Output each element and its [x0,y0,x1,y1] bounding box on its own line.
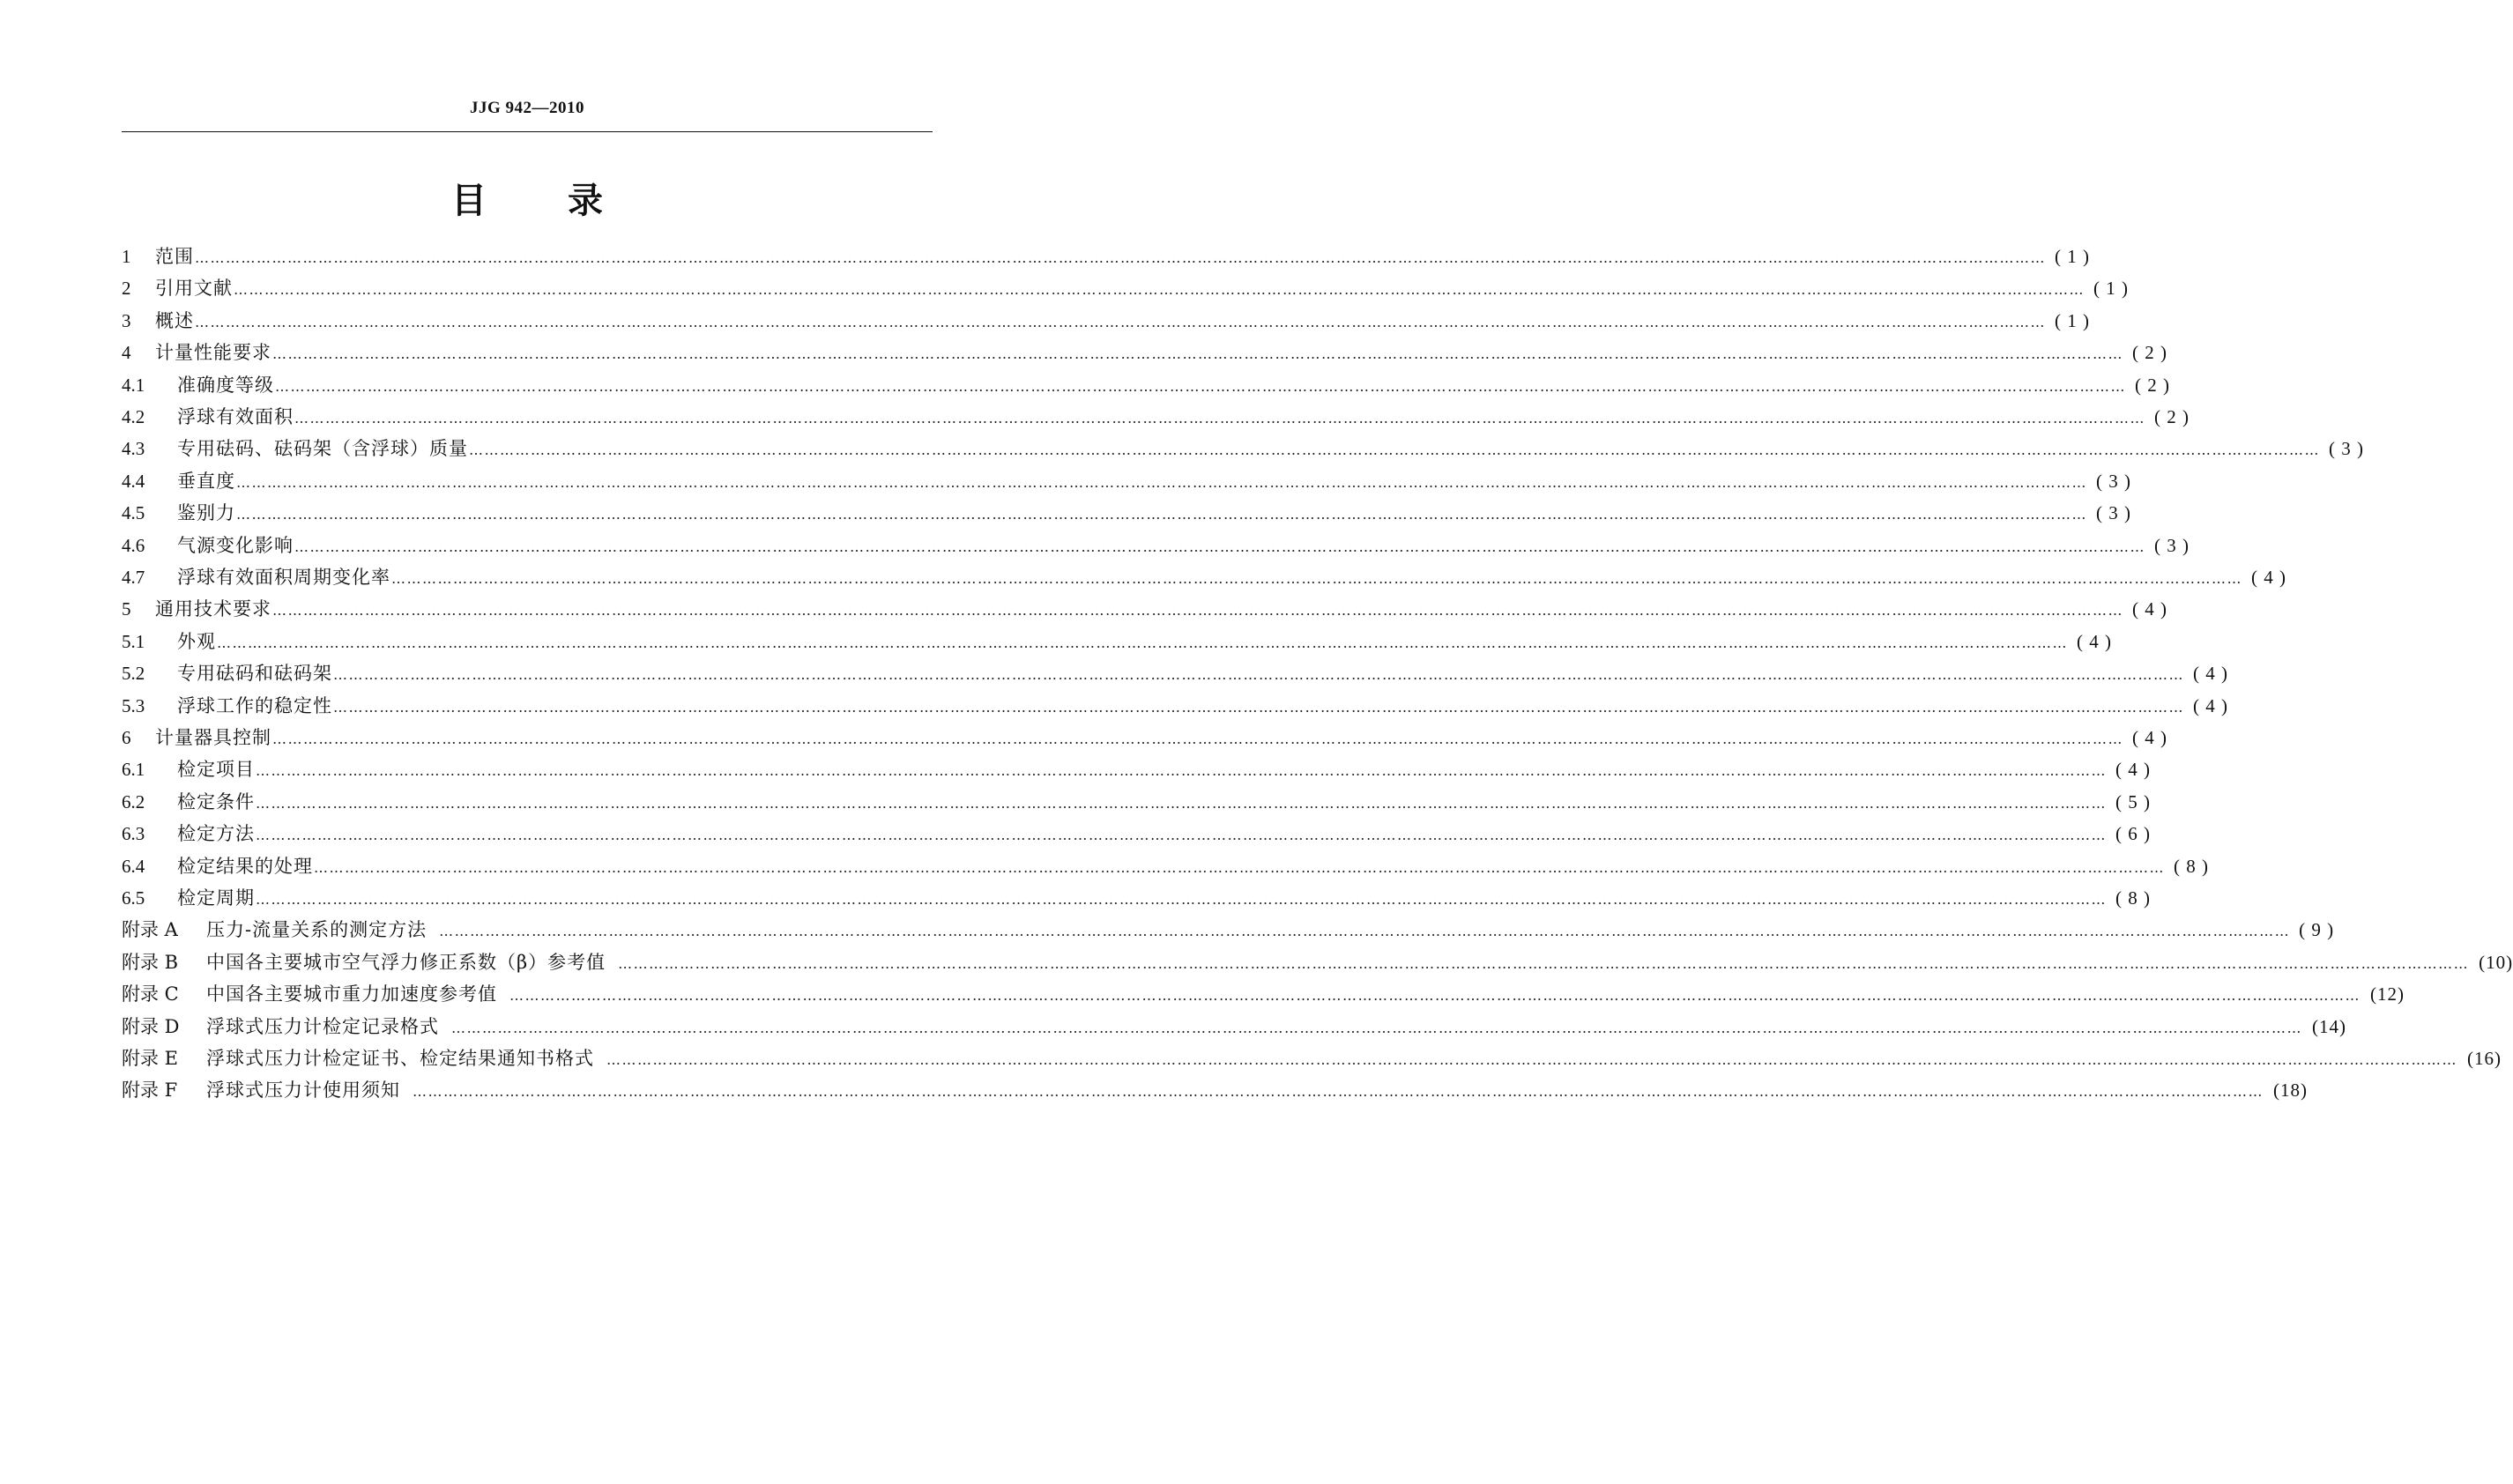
toc-entry-title: 检定方法 [177,823,255,845]
toc-entry-page: ( 4 ) [2251,567,2286,588]
toc-dot-leader: ……………………………………………………………………………………………………………………………………………………………………………………………………………………………………………………………………………………………………………………………… [256,794,2107,812]
toc-entry-number: 4.1 [122,374,145,396]
toc-entry [122,820,2151,847]
toc-entry [122,596,2167,622]
toc-entry [122,724,2167,751]
toc-entry-page: ( 8 ) [2174,855,2209,877]
toc-entry-title: 外观 [177,630,216,652]
toc-entry [122,243,2090,270]
toc-entry-title: 引用文献 [155,278,233,300]
toc-dot-leader: ……………………………………………………………………………………………………………………………………………………………………………………………………………………………………………………………………………………………………………………………… [294,538,2145,555]
toc-entry-page: ( 4 ) [2132,727,2167,748]
toc-dot-leader: ……………………………………………………………………………………………………………………………………………………………………………………………………………………………………………………………………………………………………………………………… [256,827,2107,844]
toc-entry [122,949,2513,976]
toc-entry [122,1077,2308,1103]
toc-dot-leader: ……………………………………………………………………………………………………………………………………………………………………………………………………………………………………………………………………………………………………………………………… [236,506,2087,523]
toc-entry-page: ( 2 ) [2132,342,2167,364]
toc-entry-page: ( 4 ) [2193,694,2228,716]
toc-entry-page: ( 5 ) [2115,790,2151,812]
toc-entry-page: ( 3 ) [2096,470,2131,492]
toc-entry-page: ( 9 ) [2299,919,2335,941]
toc-entry-title: 专用砝码和砝码架 [177,663,332,685]
toc-dot-leader: ……………………………………………………………………………………………………………………………………………………………………………………………………………………………………………………………………………………………………………………………… [256,762,2107,780]
toc-entry-number: 6.1 [122,759,145,781]
toc-entry [122,1013,2346,1040]
toc-entry-number: 5.2 [122,663,145,685]
toc-dot-leader: ……………………………………………………………………………………………………………………………………………………………………………………………………………………………………………………………………………………………………………………………… [234,281,2085,299]
toc-entry-title: 中国各主要城市空气浮力修正系数（β）参考值 [206,951,606,973]
page-title [122,173,933,223]
toc-entry [122,275,2129,301]
toc-entry-page: (10) [2479,951,2513,973]
toc-entry-page: ( 4 ) [2077,630,2112,652]
toc-dot-leader: ……………………………………………………………………………………………………………………………………………………………………………………………………………………………………………………………………………………………………………………………… [272,345,2123,363]
toc-entry-number: 6.4 [122,855,145,877]
toc-dot-leader: ……………………………………………………………………………………………………………………………………………………………………………………………………………………………………………………………………………………………………………………………… [606,1051,2457,1068]
toc-entry [122,789,2151,815]
toc-dot-leader: ……………………………………………………………………………………………………………………………………………………………………………………………………………………………………………………………………………………………………………………………… [272,602,2123,620]
toc-entry [122,885,2151,911]
toc-entry-number: 附录 E [122,1048,179,1069]
toc-entry [122,435,2364,462]
toc-entry-number: 6.5 [122,887,145,909]
toc-dot-leader: ……………………………………………………………………………………………………………………………………………………………………………………………………………………………………………………………………………………………………………………………… [413,1083,2264,1101]
toc-entry-page: ( 2 ) [2154,406,2190,427]
toc-dot-leader: ……………………………………………………………………………………………………………………………………………………………………………………………………………………………………………………………………………………………………………………………… [272,731,2123,747]
toc-entry-title: 中国各主要城市重力加速度参考值 [206,983,497,1005]
toc-entry-page: ( 1 ) [2055,309,2090,331]
toc-entry [122,756,2151,783]
toc-entry-number: 附录 B [122,951,179,973]
toc-entry-title: 准确度等级 [177,374,274,396]
toc-entry-number: 4.7 [122,567,145,588]
toc-dot-leader: ……………………………………………………………………………………………………………………………………………………………………………………………………………………………………………………………………………………………………………………………… [236,473,2087,491]
toc-entry [122,660,2228,686]
toc-entry-title: 检定周期 [177,887,255,909]
toc-dot-leader: ……………………………………………………………………………………………………………………………………………………………………………………………………………………………………………………………………………………………………………………………… [275,377,2126,395]
document-code-header: JJG 942—2010 [469,99,585,117]
toc-entry-title: 计量器具控制 [155,727,271,748]
toc-entry-number: 附录 F [122,1080,178,1102]
toc-entry [122,853,2209,879]
toc-dot-leader: ……………………………………………………………………………………………………………………………………………………………………………………………………………………………………………………………………………………………………………………………… [256,891,2107,908]
toc-entry [122,500,2131,526]
toc-entry-number: 2 [122,278,131,300]
toc-entry-number: 5 [122,598,131,620]
toc-dot-leader: ……………………………………………………………………………………………………………………………………………………………………………………………………………………………………………………………………………………………………………………………… [509,987,2361,1005]
toc-entry-page: ( 4 ) [2193,663,2228,685]
toc-entry-title: 计量性能要求 [155,342,271,364]
toc-entry-title: 压力-流量关系的测定方法 [206,919,428,941]
toc-dot-leader: ……………………………………………………………………………………………………………………………………………………………………………………………………………………………………………………………………………………………………………………………… [217,634,2068,651]
toc-dot-leader: ……………………………………………………………………………………………………………………………………………………………………………………………………………………………………………………………………………………………………………………………… [195,313,2046,330]
toc-entry-number: 4.6 [122,534,145,556]
toc-dot-leader: ……………………………………………………………………………………………………………………………………………………………………………………………………………………………………………………………………………………………………………………………… [314,858,2165,876]
toc-dot-leader: ……………………………………………………………………………………………………………………………………………………………………………………………………………………………………………………………………………………………………………………………… [333,698,2184,716]
toc-entry [122,532,2190,559]
toc-entry-title: 浮球有效面积周期变化率 [177,567,390,588]
toc-entry-page: ( 3 ) [2096,502,2131,524]
toc-entry-number: 6 [122,727,131,748]
toc-entry-page: ( 1 ) [2055,246,2090,267]
toc-entry-title: 检定结果的处理 [177,855,313,877]
toc-entry-number: 4.2 [122,406,145,427]
toc-entry-page: ( 8 ) [2115,887,2151,909]
toc-dot-leader: ……………………………………………………………………………………………………………………………………………………………………………………………………………………………………………………………………………………………………………………………… [439,923,2291,940]
toc-entry-title: 气源变化影响 [177,534,294,556]
toc-entry-title: 检定项目 [177,759,255,781]
toc-entry-number: 4.3 [122,438,145,460]
toc-entry-number: 附录 A [122,919,178,941]
toc-entry-page: (14) [2312,1015,2346,1037]
toc-entry-number: 附录 C [122,983,179,1005]
toc-entry-number: 1 [122,246,131,267]
toc-entry-title: 检定条件 [177,790,255,812]
title-char-1: 目 [451,181,487,221]
toc-entry-title: 鉴别力 [177,502,235,524]
toc-entry-number: 3 [122,309,131,331]
toc-entry [122,1045,2502,1072]
toc-dot-leader: ……………………………………………………………………………………………………………………………………………………………………………………………………………………………………………………………………………………………………………………………… [391,570,2242,587]
toc-entry-page: ( 3 ) [2329,438,2364,460]
toc-entry-title: 垂直度 [177,470,235,492]
toc-entry-page: (12) [2370,983,2405,1005]
toc-entry-title: 浮球式压力计检定记录格式 [206,1015,439,1037]
toc-dot-leader: ……………………………………………………………………………………………………………………………………………………………………………………………………………………………………………………………………………………………………………………………… [451,1019,2302,1036]
toc-entry-page: ( 6 ) [2115,823,2151,845]
toc-entry [122,308,2090,334]
toc-dot-leader: ……………………………………………………………………………………………………………………………………………………………………………………………………………………………………………………………………………………………………………………………… [618,954,2470,972]
toc-entry [122,404,2190,430]
toc-entry-number: 附录 D [122,1015,180,1037]
toc-entry-title: 浮球有效面积 [177,406,294,427]
toc-entry-number: 5.3 [122,694,145,716]
toc-entry-number: 4.5 [122,502,145,524]
toc-entry-page: (18) [2273,1080,2308,1102]
toc-entry-page: ( 3 ) [2154,534,2190,556]
toc-entry [122,916,2335,943]
toc-entry-page: ( 1 ) [2093,278,2129,300]
toc-entry-number: 6.3 [122,823,145,845]
toc-entry-title: 概述 [155,309,194,331]
title-char-2: 录 [568,181,603,221]
toc-entry-number: 4.4 [122,470,145,492]
toc-entry-page: ( 4 ) [2115,759,2151,781]
toc-entry-page: ( 4 ) [2132,598,2167,620]
toc-entry-page: (16) [2467,1048,2502,1069]
toc-entry-number: 6.2 [122,790,145,812]
toc-entry-title: 范围 [155,246,194,267]
toc-entry-number: 4 [122,342,131,364]
toc-entry [122,628,2112,655]
toc-entry [122,339,2167,366]
toc-entry-title: 浮球工作的稳定性 [177,694,332,716]
toc-entry-page: ( 2 ) [2135,374,2170,396]
toc-entry-title: 专用砝码、砝码架（含浮球）质量 [177,438,468,460]
toc-entry-title: 通用技术要求 [155,598,271,620]
toc-dot-leader: ……………………………………………………………………………………………………………………………………………………………………………………………………………………………………………………………………………………………………………………………… [469,441,2320,459]
toc-entry [122,981,2405,1007]
toc-entry [122,693,2228,719]
toc-dot-leader: ……………………………………………………………………………………………………………………………………………………………………………………………………………………………………………………………………………………………………………………………… [195,249,2046,266]
toc-entry [122,468,2131,494]
toc-entry-number: 5.1 [122,630,145,652]
toc-entry-title: 浮球式压力计检定证书、检定结果通知书格式 [206,1048,594,1069]
toc-dot-leader: ……………………………………………………………………………………………………………………………………………………………………………………………………………………………………………………………………………………………………………………………… [333,666,2184,684]
toc-entry-title: 浮球式压力计使用须知 [206,1080,400,1102]
toc-entry [122,372,2170,398]
header-rule [122,131,933,132]
toc-entry [122,564,2286,590]
toc-dot-leader: ……………………………………………………………………………………………………………………………………………………………………………………………………………………………………………………………………………………………………………………………… [294,410,2145,427]
